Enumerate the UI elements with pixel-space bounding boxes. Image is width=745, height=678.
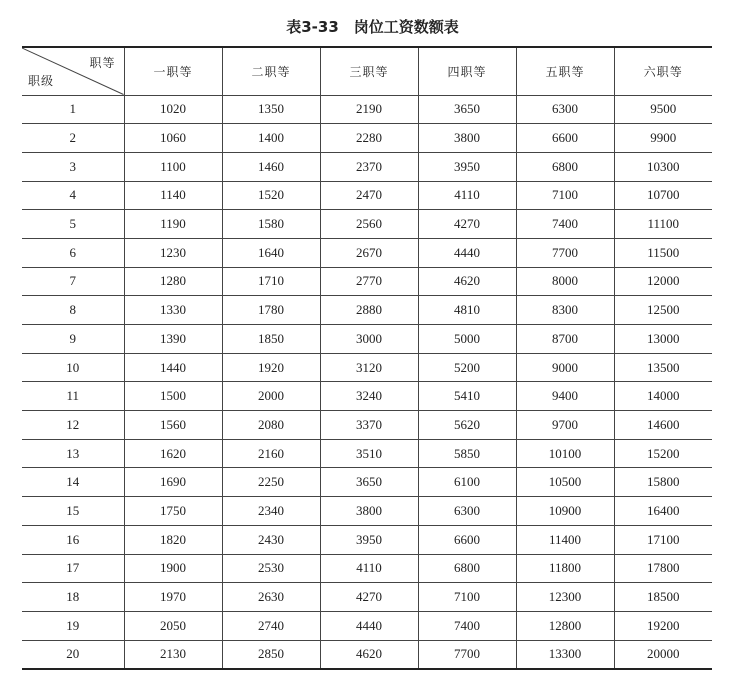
- salary-cell: 2280: [320, 124, 418, 153]
- salary-cell: 11500: [614, 238, 712, 267]
- salary-cell: 1520: [222, 181, 320, 210]
- salary-cell: 4810: [418, 296, 516, 325]
- salary-cell: 12300: [516, 583, 614, 612]
- level-cell: 10: [22, 353, 124, 382]
- level-cell: 3: [22, 152, 124, 181]
- salary-cell: 8700: [516, 325, 614, 354]
- salary-cell: 5850: [418, 439, 516, 468]
- level-cell: 9: [22, 325, 124, 354]
- salary-cell: 10100: [516, 439, 614, 468]
- salary-cell: 2850: [222, 640, 320, 669]
- salary-cell: 1850: [222, 325, 320, 354]
- salary-cell: 20000: [614, 640, 712, 669]
- salary-cell: 1560: [124, 411, 222, 440]
- salary-cell: 2630: [222, 583, 320, 612]
- salary-cell: 2250: [222, 468, 320, 497]
- table-row: [22, 554, 712, 583]
- salary-cell: 11800: [516, 554, 614, 583]
- salary-cell: 1690: [124, 468, 222, 497]
- salary-cell: 3240: [320, 382, 418, 411]
- corner-bottom-label: 职级: [28, 73, 55, 88]
- salary-cell: 7100: [418, 583, 516, 612]
- level-cell: 12: [22, 411, 124, 440]
- level-cell: 1: [22, 95, 124, 124]
- salary-cell: 18500: [614, 583, 712, 612]
- salary-cell: 1280: [124, 267, 222, 296]
- salary-cell: 2080: [222, 411, 320, 440]
- salary-cell: 6600: [516, 124, 614, 153]
- salary-cell: 4440: [320, 611, 418, 640]
- salary-cell: 1820: [124, 525, 222, 554]
- grade-header: 五职等: [516, 47, 614, 95]
- salary-cell: 2160: [222, 439, 320, 468]
- salary-cell: 1440: [124, 353, 222, 382]
- salary-cell: 8000: [516, 267, 614, 296]
- salary-cell: 6300: [418, 497, 516, 526]
- salary-cell: 2000: [222, 382, 320, 411]
- salary-cell: 10500: [516, 468, 614, 497]
- salary-cell: 10900: [516, 497, 614, 526]
- salary-cell: 1460: [222, 152, 320, 181]
- grade-header: 二职等: [222, 47, 320, 95]
- corner-top-label: 职等: [89, 56, 116, 70]
- header-row: [22, 47, 712, 95]
- table-row: [22, 411, 712, 440]
- salary-cell: 15800: [614, 468, 712, 497]
- salary-cell: 7100: [516, 181, 614, 210]
- salary-cell: 3650: [418, 95, 516, 124]
- salary-cell: 1620: [124, 439, 222, 468]
- table-row: [22, 439, 712, 468]
- table-row: [22, 468, 712, 497]
- table-row: [22, 124, 712, 153]
- salary-cell: 10700: [614, 181, 712, 210]
- level-cell: 4: [22, 181, 124, 210]
- level-cell: 14: [22, 468, 124, 497]
- salary-cell: 1710: [222, 267, 320, 296]
- level-cell: 19: [22, 611, 124, 640]
- salary-cell: 12500: [614, 296, 712, 325]
- salary-cell: 1500: [124, 382, 222, 411]
- salary-cell: 7400: [516, 210, 614, 239]
- table-row: [22, 640, 712, 669]
- salary-cell: 2050: [124, 611, 222, 640]
- salary-cell: 2530: [222, 554, 320, 583]
- salary-cell: 5620: [418, 411, 516, 440]
- salary-cell: 5000: [418, 325, 516, 354]
- salary-cell: 14600: [614, 411, 712, 440]
- salary-cell: 6100: [418, 468, 516, 497]
- salary-cell: 13300: [516, 640, 614, 669]
- salary-cell: 4270: [320, 583, 418, 612]
- salary-cell: 19200: [614, 611, 712, 640]
- salary-cell: 2880: [320, 296, 418, 325]
- salary-cell: 6300: [516, 95, 614, 124]
- salary-cell: 4270: [418, 210, 516, 239]
- level-cell: 13: [22, 439, 124, 468]
- table-row: [22, 382, 712, 411]
- salary-cell: 5410: [418, 382, 516, 411]
- table-row: [22, 583, 712, 612]
- salary-cell: 9400: [516, 382, 614, 411]
- salary-cell: 6800: [418, 554, 516, 583]
- salary-cell: 1100: [124, 152, 222, 181]
- salary-cell: 2370: [320, 152, 418, 181]
- salary-cell: 2130: [124, 640, 222, 669]
- salary-cell: 3510: [320, 439, 418, 468]
- salary-table: [22, 46, 712, 670]
- salary-cell: 9000: [516, 353, 614, 382]
- table-row: [22, 95, 712, 124]
- table-row: [22, 267, 712, 296]
- salary-cell: 16400: [614, 497, 712, 526]
- salary-cell: 17100: [614, 525, 712, 554]
- salary-cell: 3950: [320, 525, 418, 554]
- level-cell: 8: [22, 296, 124, 325]
- salary-cell: 1330: [124, 296, 222, 325]
- corner-cell: [22, 47, 124, 95]
- salary-cell: 3370: [320, 411, 418, 440]
- level-cell: 6: [22, 238, 124, 267]
- salary-cell: 5200: [418, 353, 516, 382]
- level-cell: 2: [22, 124, 124, 153]
- salary-cell: 11100: [614, 210, 712, 239]
- salary-cell: 11400: [516, 525, 614, 554]
- salary-cell: 2430: [222, 525, 320, 554]
- table-row: [22, 611, 712, 640]
- salary-cell: 2190: [320, 95, 418, 124]
- salary-cell: 2470: [320, 181, 418, 210]
- salary-cell: 1390: [124, 325, 222, 354]
- salary-cell: 1060: [124, 124, 222, 153]
- table-row: [22, 152, 712, 181]
- salary-cell: 1920: [222, 353, 320, 382]
- salary-cell: 9700: [516, 411, 614, 440]
- salary-cell: 4110: [418, 181, 516, 210]
- salary-cell: 12000: [614, 267, 712, 296]
- level-cell: 11: [22, 382, 124, 411]
- salary-cell: 1020: [124, 95, 222, 124]
- salary-cell: 4620: [418, 267, 516, 296]
- salary-cell: 1190: [124, 210, 222, 239]
- salary-cell: 1780: [222, 296, 320, 325]
- grade-header: 一职等: [124, 47, 222, 95]
- table-row: [22, 353, 712, 382]
- level-cell: 16: [22, 525, 124, 554]
- salary-cell: 9900: [614, 124, 712, 153]
- salary-cell: 2670: [320, 238, 418, 267]
- salary-cell: 4110: [320, 554, 418, 583]
- salary-cell: 10300: [614, 152, 712, 181]
- level-cell: 17: [22, 554, 124, 583]
- salary-cell: 3120: [320, 353, 418, 382]
- salary-cell: 1970: [124, 583, 222, 612]
- salary-cell: 4620: [320, 640, 418, 669]
- salary-cell: 1580: [222, 210, 320, 239]
- level-cell: 7: [22, 267, 124, 296]
- salary-cell: 12800: [516, 611, 614, 640]
- salary-cell: 1640: [222, 238, 320, 267]
- table-row: [22, 210, 712, 239]
- salary-cell: 17800: [614, 554, 712, 583]
- salary-cell: 1400: [222, 124, 320, 153]
- salary-cell: 3650: [320, 468, 418, 497]
- salary-cell: 15200: [614, 439, 712, 468]
- table-row: [22, 325, 712, 354]
- grade-header: 六职等: [614, 47, 712, 95]
- level-cell: 20: [22, 640, 124, 669]
- salary-cell: 9500: [614, 95, 712, 124]
- salary-cell: 13500: [614, 353, 712, 382]
- salary-cell: 2740: [222, 611, 320, 640]
- salary-cell: 3950: [418, 152, 516, 181]
- table-row: [22, 497, 712, 526]
- salary-cell: 1900: [124, 554, 222, 583]
- salary-cell: 7700: [418, 640, 516, 669]
- salary-cell: 6600: [418, 525, 516, 554]
- salary-cell: 1230: [124, 238, 222, 267]
- salary-cell: 14000: [614, 382, 712, 411]
- table-row: [22, 181, 712, 210]
- salary-cell: 1350: [222, 95, 320, 124]
- salary-cell: 3800: [418, 124, 516, 153]
- salary-cell: 1750: [124, 497, 222, 526]
- level-cell: 15: [22, 497, 124, 526]
- grade-header: 四职等: [418, 47, 516, 95]
- salary-cell: 6800: [516, 152, 614, 181]
- table-row: [22, 296, 712, 325]
- salary-cell: 8300: [516, 296, 614, 325]
- salary-cell: 3000: [320, 325, 418, 354]
- salary-cell: 3800: [320, 497, 418, 526]
- salary-cell: 2770: [320, 267, 418, 296]
- salary-cell: 7400: [418, 611, 516, 640]
- salary-cell: 7700: [516, 238, 614, 267]
- table-row: [22, 525, 712, 554]
- salary-cell: 1140: [124, 181, 222, 210]
- salary-cell: 13000: [614, 325, 712, 354]
- grade-header: 三职等: [320, 47, 418, 95]
- level-cell: 18: [22, 583, 124, 612]
- salary-cell: 2340: [222, 497, 320, 526]
- table-title: 表3-33 岗位工资数额表: [286, 18, 459, 36]
- table-row: [22, 238, 712, 267]
- level-cell: 5: [22, 210, 124, 239]
- salary-cell: 2560: [320, 210, 418, 239]
- salary-cell: 4440: [418, 238, 516, 267]
